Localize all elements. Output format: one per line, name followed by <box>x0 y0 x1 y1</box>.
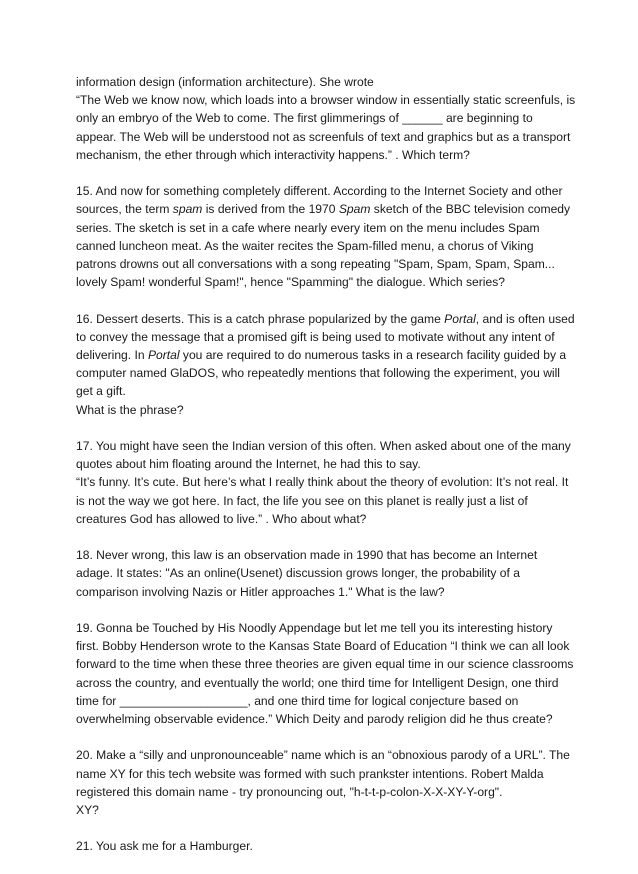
italic-text: Portal <box>147 348 180 363</box>
text-run: sketch of the BBC television comedy series. The sketch is set in a cafe where nearly every item on the menu includes Spam canned luncheon meat. As the waiter recites the Spam-filled menu, a chorus of Viking patrons drowns out all conversations with a song repeating "Spam, Spam, Spam, Spam... lovely Spam! wonderful Spam!", hence "Spamming" the dialogue. Which series? <box>76 202 571 290</box>
text-run: 15. And now for something completely different. According to the Internet Society and other sources, the term <box>76 184 563 217</box>
text-run: , and is often used to convey the message that a promised gift is being used to motivate without any intent of delivering. In <box>76 311 575 363</box>
italic-text: spam <box>172 202 203 217</box>
text-run: is derived from the 1970 <box>202 202 339 217</box>
text-run: 19. Gonna be Touched by His Noodly Appendage but let me tell you its interesting history first. Bobby Henderson wrote to the Kansas State Board of Education “I think we can all look forward to the time when these three theories are given equal time in our science classrooms across the country, and eventually the world; one third time for Intelligent Design, one third time for ___________________, and one third time for logical conjecture based on overwhelming observable evidence.” Which Deity and parody religion did he thus create? <box>76 621 574 727</box>
paragraph-p14-cont <box>76 73 576 164</box>
paragraph-p18 <box>76 546 576 601</box>
document-body <box>76 73 576 874</box>
text-run: 20. Make a “silly and unpronounceable” name which is an “obnoxious parody of a URL”. The name XY for this tech website was formed with such prankster intentions. Robert Malda registered this domain name - try pronouncing out, "h-t-t-p-colon-X-X-XY-Y-org". XY? <box>76 748 570 818</box>
paragraph-p19 <box>76 619 576 728</box>
text-run: information design (information architecture). She wrote “The Web we know now, which loads into a browser window in essentially static screenfuls, is only an embryo of the Web to come. The first glimmerings of ______ are beginning to appear. The Web will be understood not as screenfuls of text and graphics but as a transport mechanism, the ether through which interactivity happens.” . Which term? <box>76 75 576 162</box>
text-run: you are required to do numerous tasks in a research facility guided by a computer named GlaDOS, who repeatedly mentions that following the experiment, you will get a gift. What is the phrase? <box>76 348 567 417</box>
text-run: 21. You ask me for a Hamburger. <box>76 839 253 854</box>
text-run: 18. Never wrong, this law is an observation made in 1990 that has become an Internet adage. It states: "As an online(Usenet) discussion grows longer, the probability of a comparison involving Nazis or Hitler approaches 1." What is the law? <box>76 548 538 599</box>
paragraph-p21 <box>76 837 576 855</box>
paragraph-p15 <box>76 182 576 291</box>
paragraph-p16 <box>76 310 576 419</box>
text-run: 16. Dessert deserts. This is a catch phrase popularized by the game <box>76 311 445 326</box>
text-run: 17. You might have seen the Indian version of this often. When asked about one of the many quotes about him floating around the Internet, he had this to say. “It’s funny. It’s cute. But here’s what I really think about the theory of evolution: It’s not real. It is not the way we got here. In fact, the life you see on this planet is really just a list of creatures God has allowed to live.” . Who about what? <box>76 439 571 526</box>
italic-text: Spam <box>338 202 371 217</box>
paragraph-p17 <box>76 437 576 528</box>
italic-text: Portal <box>444 311 476 326</box>
paragraph-p20 <box>76 746 576 819</box>
